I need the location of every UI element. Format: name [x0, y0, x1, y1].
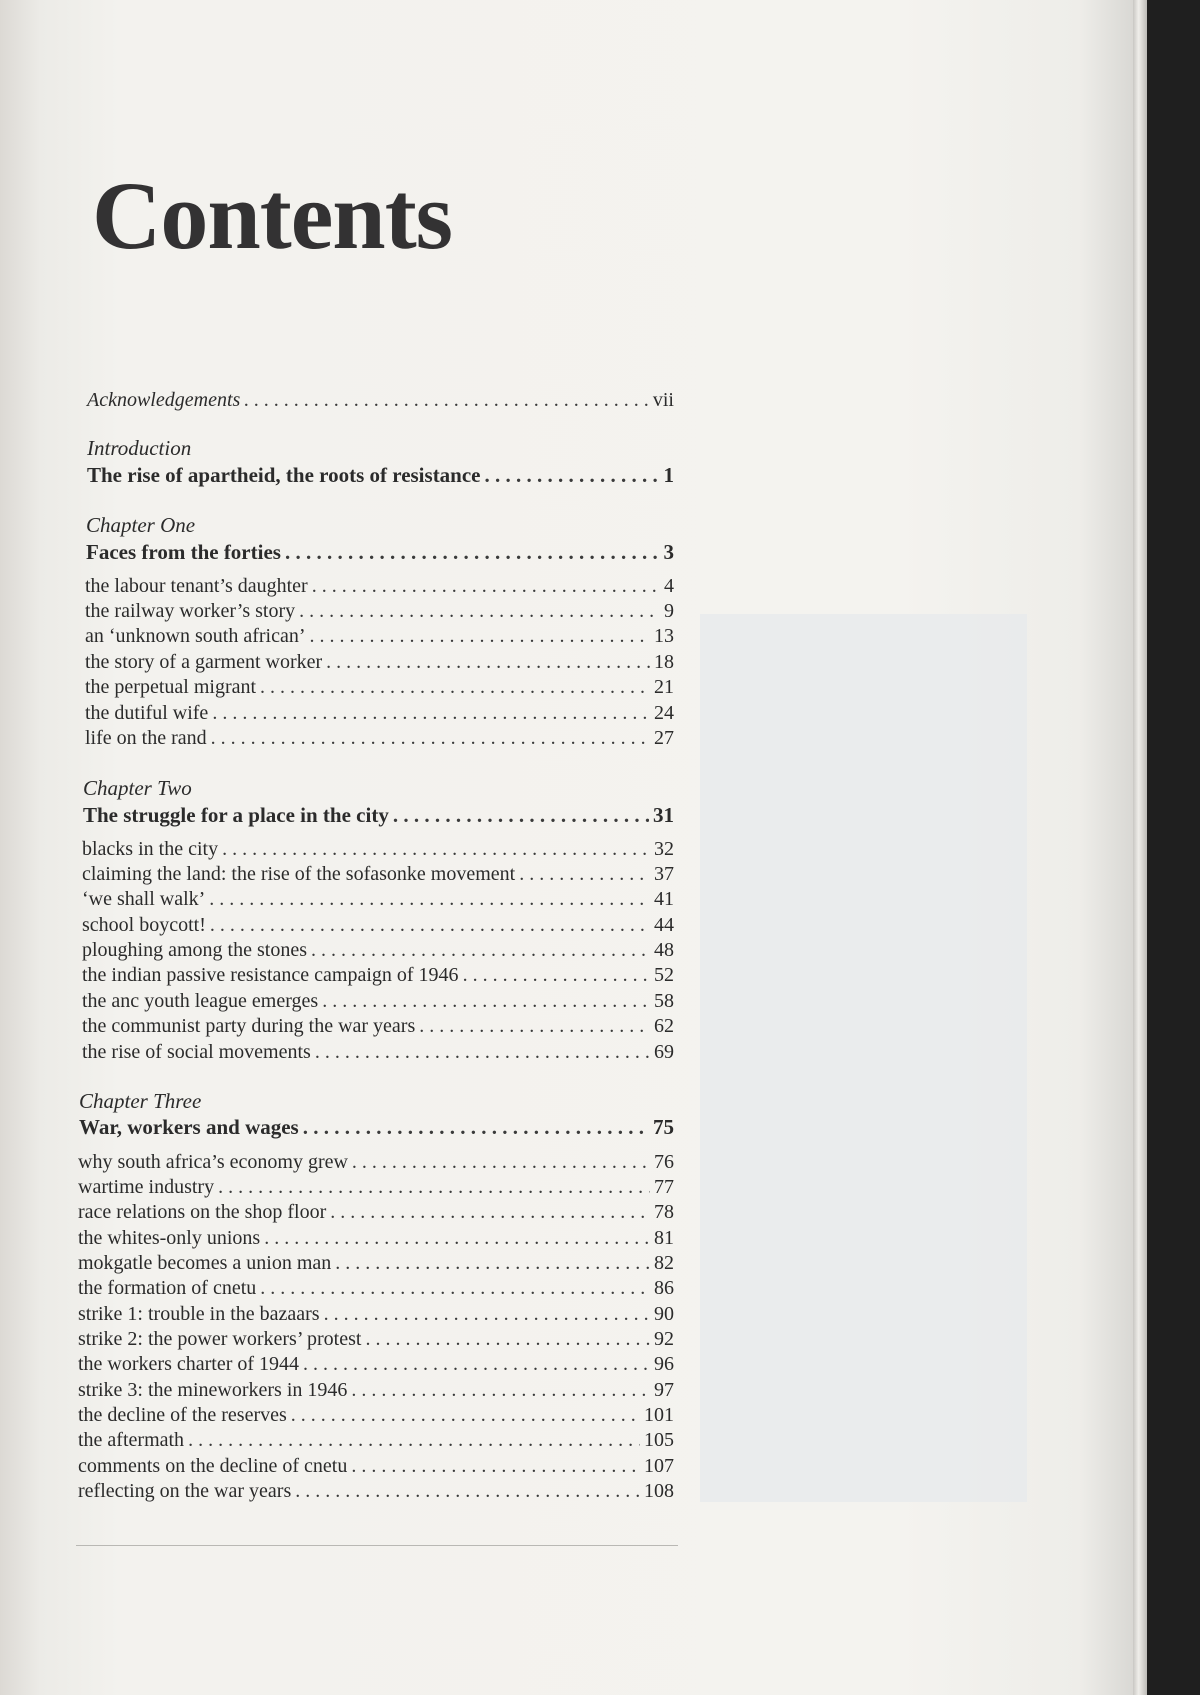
entry-page: 105: [644, 1429, 674, 1451]
entry-page: 31: [653, 803, 674, 827]
dot-leader: [485, 463, 660, 487]
dot-leader: [299, 599, 660, 623]
dot-leader: [330, 1200, 650, 1224]
dot-leader: [312, 574, 660, 598]
chapter-three-label: Chapter Three: [79, 1089, 202, 1113]
toc-entry: [78, 1327, 674, 1351]
entry-title: blacks in the city: [82, 838, 219, 860]
entry-title: ploughing among the stones: [82, 939, 307, 961]
entry-page: 69: [654, 1041, 674, 1063]
entry-page: 107: [644, 1455, 674, 1477]
entry-title: the whites-only unions: [78, 1227, 261, 1249]
toc-entry: [78, 1150, 674, 1174]
dot-leader: [351, 1378, 650, 1402]
introduction-label: Introduction: [87, 436, 192, 460]
entry-page: 32: [654, 838, 674, 860]
dot-leader: [209, 887, 650, 911]
toc-entry: [85, 574, 674, 598]
dot-leader: [260, 675, 650, 699]
entry-page: 62: [654, 1015, 674, 1037]
dot-leader: [352, 1150, 650, 1174]
toc-entry: [85, 624, 674, 648]
entry-page: 96: [654, 1353, 674, 1375]
dot-leader: [310, 624, 651, 648]
dot-leader: [260, 1276, 650, 1300]
dot-leader: [324, 1302, 650, 1326]
entry-title: War, workers and wages: [79, 1115, 299, 1139]
entry-page: 18: [654, 651, 674, 673]
entry-title: the formation of cnetu: [78, 1277, 257, 1299]
dot-leader: [365, 1327, 650, 1351]
entry-page: 4: [664, 575, 674, 597]
entry-title: the perpetual migrant: [85, 676, 257, 698]
entry-page: 24: [654, 702, 674, 724]
toc-entry: [82, 1040, 674, 1064]
entry-title: wartime industry: [78, 1176, 215, 1198]
entry-title: the indian passive resistance campaign of 1946: [82, 964, 459, 986]
entry-title: the decline of the reserves: [78, 1404, 287, 1426]
dot-leader: [210, 913, 650, 937]
toc-entry: [78, 1479, 674, 1503]
entry-title: the communist party during the war years: [82, 1015, 416, 1037]
entry-page: 108: [644, 1480, 674, 1502]
entry-page: 44: [654, 914, 674, 936]
entry-page: 41: [654, 888, 674, 910]
dot-leader: [463, 963, 650, 987]
entry-title: why south africa’s economy grew: [78, 1151, 348, 1173]
toc-entry: [78, 1454, 674, 1478]
toc-entry: [85, 650, 674, 674]
dot-leader: [218, 1175, 650, 1199]
entry-page: 86: [654, 1277, 674, 1299]
toc-entry: [85, 599, 674, 623]
entry-title: reflecting on the war years: [78, 1480, 292, 1502]
entry-title: the aftermath: [78, 1429, 185, 1451]
entry-title: the dutiful wife: [85, 702, 209, 724]
entry-title: The rise of apartheid, the roots of resistance: [87, 463, 481, 487]
entry-page: 48: [654, 939, 674, 961]
toc-entry: [78, 1200, 674, 1224]
dot-leader: [393, 803, 649, 827]
entry-title: mokgatle becomes a union man: [78, 1252, 332, 1274]
dot-leader: [303, 1115, 649, 1139]
toc-entry: [78, 1226, 674, 1250]
toc-entry-chapter-two: [83, 803, 674, 827]
entry-page: 101: [644, 1404, 674, 1426]
toc-entry: [82, 862, 674, 886]
entry-title: comments on the decline of cnetu: [78, 1455, 348, 1477]
show-through-panel: [700, 614, 1027, 1502]
toc-entry: [82, 887, 674, 911]
dot-leader: [264, 1226, 650, 1250]
footer-rule: [76, 1545, 678, 1546]
entry-page: 3: [663, 540, 674, 564]
dot-leader: [335, 1251, 650, 1275]
toc-entry: [78, 1352, 674, 1376]
chapter-two-label: Chapter Two: [83, 776, 192, 800]
entry-page: 82: [654, 1252, 674, 1274]
toc-entry-acknowledgements: [87, 388, 674, 412]
toc-entry: [85, 726, 674, 750]
entry-page: 75: [653, 1115, 674, 1139]
entry-title: Faces from the forties: [86, 540, 281, 564]
entry-title: strike 3: the mineworkers in 1946: [78, 1379, 348, 1401]
dot-leader: [222, 837, 650, 861]
entry-page: 92: [654, 1328, 674, 1350]
entry-page: 78: [654, 1201, 674, 1223]
entry-title: an ‘unknown south african’: [85, 625, 306, 647]
entry-title: Acknowledgements: [87, 389, 241, 411]
page-title: Contents: [92, 162, 453, 269]
chapter-one-label: Chapter One: [86, 513, 196, 537]
toc-entry: [78, 1302, 674, 1326]
dot-leader: [291, 1403, 640, 1427]
toc-entry-chapter-three: [79, 1115, 674, 1139]
entry-page: 37: [654, 863, 674, 885]
entry-page: 21: [654, 676, 674, 698]
dot-leader: [326, 650, 650, 674]
dot-leader: [419, 1014, 650, 1038]
toc-entry: [78, 1428, 674, 1452]
toc-entry: [78, 1251, 674, 1275]
dot-leader: [211, 726, 650, 750]
dot-leader: [351, 1454, 640, 1478]
toc-entry: [82, 938, 674, 962]
entry-page: 9: [664, 600, 674, 622]
toc-entry: [85, 675, 674, 699]
entry-title: the rise of social movements: [82, 1041, 311, 1063]
dot-leader: [311, 938, 650, 962]
dot-leader: [244, 388, 649, 412]
entry-page: 81: [654, 1227, 674, 1249]
entry-page: 77: [654, 1176, 674, 1198]
entry-page: 97: [654, 1379, 674, 1401]
entry-title: strike 2: the power workers’ protest: [78, 1328, 362, 1350]
toc-entry-chapter-one: [86, 540, 674, 564]
dot-leader: [212, 701, 650, 725]
toc-entry: [78, 1276, 674, 1300]
entry-title: the railway worker’s story: [85, 600, 296, 622]
entry-title: life on the rand: [85, 727, 207, 749]
dot-leader: [303, 1352, 650, 1376]
entry-page: 52: [654, 964, 674, 986]
entry-title: claiming the land: the rise of the sofasonke movement: [82, 863, 516, 885]
entry-page: 90: [654, 1303, 674, 1325]
entry-page: 13: [654, 625, 674, 647]
dot-leader: [285, 540, 660, 564]
entry-page: 76: [654, 1151, 674, 1173]
page-edge: [1133, 0, 1147, 1695]
entry-page: 27: [654, 727, 674, 749]
toc-entry: [82, 989, 674, 1013]
entry-page: 1: [663, 463, 674, 487]
dot-leader: [322, 989, 650, 1013]
toc-entry: [82, 963, 674, 987]
entry-title: race relations on the shop floor: [78, 1201, 327, 1223]
entry-title: school boycott!: [82, 914, 206, 936]
toc-entry: [78, 1175, 674, 1199]
toc-entry: [82, 837, 674, 861]
dot-leader: [295, 1479, 640, 1503]
toc-entry: [78, 1403, 674, 1427]
dot-leader: [519, 862, 650, 886]
entry-title: ‘we shall walk’: [82, 888, 206, 910]
toc-entry: [78, 1378, 674, 1402]
entry-title: the anc youth league emerges: [82, 990, 319, 1012]
toc-entry: [85, 701, 674, 725]
toc-entry-introduction: [87, 463, 674, 487]
dot-leader: [188, 1428, 640, 1452]
entry-title: the labour tenant’s daughter: [85, 575, 308, 597]
entry-title: The struggle for a place in the city: [83, 803, 389, 827]
entry-title: strike 1: trouble in the bazaars: [78, 1303, 320, 1325]
entry-title: the workers charter of 1944: [78, 1353, 300, 1375]
toc-entry: [82, 1014, 674, 1038]
toc-entry: [82, 913, 674, 937]
entry-page: vii: [652, 389, 674, 411]
dot-leader: [315, 1040, 650, 1064]
entry-title: the story of a garment worker: [85, 651, 323, 673]
entry-page: 58: [654, 990, 674, 1012]
